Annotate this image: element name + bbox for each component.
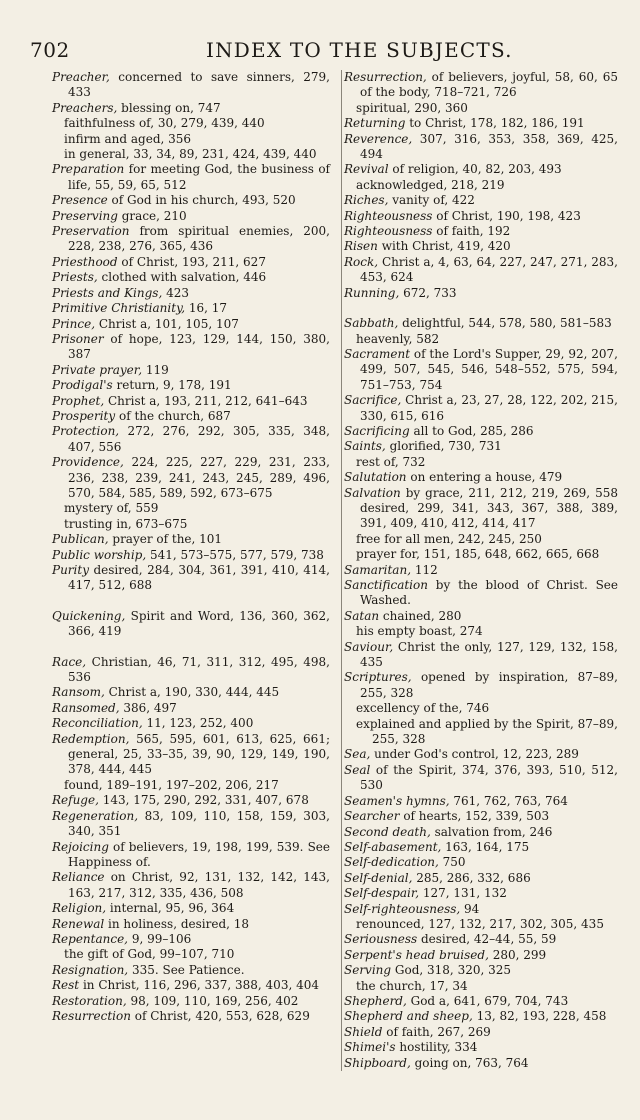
index-entry xyxy=(344,132,618,163)
index-entry xyxy=(52,101,330,116)
index-subentry xyxy=(344,701,618,716)
index-term: Searcher xyxy=(344,809,400,824)
index-entry xyxy=(52,162,330,193)
index-references: God a, 641, 679, 704, 743 xyxy=(406,993,569,1008)
index-references: for meeting God, the business of life, 55, 59, 65, 512 xyxy=(68,162,330,192)
index-entry xyxy=(52,332,330,363)
index-references: with Christ, 419, 420 xyxy=(377,239,511,254)
index-term: Sacrificing xyxy=(344,423,410,438)
index-term: Preparation xyxy=(52,162,125,177)
index-entry xyxy=(344,871,618,886)
index-term: Preservation xyxy=(52,224,130,239)
page-number: 702 xyxy=(30,38,70,62)
index-references: grace, 210 xyxy=(117,208,187,223)
index-entry xyxy=(52,840,330,871)
index-references: of religion, 40, 82, 203, 493 xyxy=(388,162,562,177)
index-entry xyxy=(344,902,618,917)
index-entry xyxy=(52,793,330,808)
index-references: on entering a house, 479 xyxy=(406,470,563,485)
index-term: Private prayer, xyxy=(52,362,143,377)
index-references: on Christ, 92, 131, 132, 142, 143, 163, 217, 312, 335, 436, 508 xyxy=(68,870,330,900)
index-references: salvation from, 246 xyxy=(430,824,553,839)
index-term: Refuge, xyxy=(52,793,99,808)
index-term: Shimei's xyxy=(344,1040,396,1055)
index-term: Shepherd, xyxy=(344,993,407,1008)
index-term: Reliance xyxy=(52,870,105,885)
index-term: Restoration, xyxy=(52,993,127,1008)
index-entry xyxy=(52,732,330,778)
index-term: Regeneration, xyxy=(52,808,139,823)
index-references: infirm and aged, 356 xyxy=(64,131,192,146)
index-entry xyxy=(344,855,618,870)
index-term: Shipboard, xyxy=(344,1055,411,1070)
index-references: in Christ, 116, 296, 337, 388, 403, 404 xyxy=(79,978,319,993)
index-term: Ransom, xyxy=(52,685,105,700)
index-term: Sea, xyxy=(344,747,371,762)
index-term: Resurrection, xyxy=(344,70,427,84)
index-entry xyxy=(344,840,618,855)
index-entry xyxy=(52,563,330,594)
index-references: in holiness, desired, 18 xyxy=(104,916,250,931)
index-entry xyxy=(52,963,330,978)
index-entry xyxy=(52,224,330,255)
index-entry xyxy=(344,70,618,101)
index-references: 13, 82, 193, 228, 458 xyxy=(472,1009,607,1024)
index-references: by grace, 211, 212, 219, 269, 558 desired, 299, 341, 343, 367, 388, 389, 391, 409, 410, 412, 414, 417 xyxy=(360,485,618,531)
index-entry xyxy=(344,470,618,485)
index-references: desired, 42–44, 55, 59 xyxy=(417,932,557,947)
index-entry xyxy=(52,193,330,208)
index-entry xyxy=(344,1056,618,1071)
section-gap xyxy=(52,594,330,609)
index-references: his empty boast, 274 xyxy=(356,624,483,639)
index-subentry xyxy=(52,132,330,147)
index-term: Reverence, xyxy=(344,131,413,146)
index-entry xyxy=(344,948,618,963)
index-entry xyxy=(344,886,618,901)
index-references: 672, 733 xyxy=(399,285,457,300)
index-references: of the Lord's Supper, 29, 92, 207, 499, 507, 545, 546, 548–552, 575, 594, 751–753, 754 xyxy=(360,346,618,392)
index-entry xyxy=(52,655,330,686)
index-entry xyxy=(52,932,330,947)
index-references: 16, 17 xyxy=(185,301,228,316)
index-term: Self-denial, xyxy=(344,870,413,885)
index-term: Sanctification xyxy=(344,578,428,592)
index-entry xyxy=(344,486,618,532)
index-term: Priesthood xyxy=(52,254,118,269)
index-entry xyxy=(52,424,330,455)
index-entry xyxy=(52,701,330,716)
index-subentry xyxy=(344,547,618,562)
index-references: under God's control, 12, 223, 289 xyxy=(370,747,579,762)
index-subentry xyxy=(52,501,330,516)
index-term: Self-despair, xyxy=(344,886,420,901)
index-references: concerned to save sinners, 279, 433 xyxy=(68,70,330,100)
index-entry xyxy=(344,393,618,424)
index-references: of Christ, 193, 211, 627 xyxy=(117,254,266,269)
index-term: Preacher, xyxy=(52,70,110,84)
index-term: Revival xyxy=(344,162,389,177)
section-gap xyxy=(344,301,618,316)
index-subentry xyxy=(344,979,618,994)
index-term: Samaritan, xyxy=(344,562,412,577)
index-entry xyxy=(344,286,618,301)
index-entry xyxy=(344,1009,618,1024)
index-term: Righteousness xyxy=(344,224,433,239)
index-term: Resignation, xyxy=(52,962,129,977)
index-entry xyxy=(52,1009,330,1024)
index-column-left xyxy=(52,70,330,1024)
index-entry xyxy=(52,978,330,993)
section-gap xyxy=(52,640,330,655)
index-term: Saviour, xyxy=(344,639,394,654)
index-term: Prisoner xyxy=(52,331,104,346)
index-entry xyxy=(344,316,618,331)
index-entry xyxy=(52,809,330,840)
index-references: 163, 164, 175 xyxy=(441,839,530,854)
index-column-right-inner xyxy=(342,70,618,1071)
index-references: of Christ, 420, 553, 628, 629 xyxy=(130,1008,310,1023)
index-term: Rock, xyxy=(344,254,379,269)
index-subentry xyxy=(344,101,618,116)
index-references: 423 xyxy=(162,285,189,300)
index-references: of the church, 687 xyxy=(115,408,231,423)
index-references: found, 189–191, 197–202, 206, 217 xyxy=(64,777,279,792)
index-entry xyxy=(344,809,618,824)
index-subentry xyxy=(344,532,618,547)
index-subentry xyxy=(344,455,618,470)
index-term: Seamen's hymns, xyxy=(344,793,450,808)
index-subentry xyxy=(344,917,618,932)
index-term: Seal xyxy=(344,762,371,777)
index-entry xyxy=(52,716,330,731)
page-header xyxy=(0,34,640,62)
index-references: 307, 316, 353, 358, 369, 425, 494 xyxy=(360,131,618,162)
index-subentry xyxy=(52,116,330,131)
index-term: Repentance, xyxy=(52,931,128,946)
index-references: delightful, 544, 578, 580, 581–583 xyxy=(398,316,612,331)
index-references: vanity of, 422 xyxy=(388,193,475,208)
index-subentry xyxy=(344,332,618,347)
index-term: Publican, xyxy=(52,532,109,547)
index-term: Riches, xyxy=(344,193,389,208)
index-term: Providence, xyxy=(52,455,124,470)
index-subentry xyxy=(52,517,330,532)
index-term: Sabbath, xyxy=(344,316,399,331)
index-references: prayer for, 151, 185, 648, 662, 665, 668 xyxy=(356,547,600,562)
index-references: return, 9, 178, 191 xyxy=(112,378,232,393)
index-term: Self-abasement, xyxy=(344,839,442,854)
index-references: from spiritual enemies, 200, 228, 238, 276, 365, 436 xyxy=(68,224,330,254)
index-entry xyxy=(344,239,618,254)
index-references: of faith, 192 xyxy=(432,224,511,239)
index-term: Protection, xyxy=(52,424,120,439)
index-entry xyxy=(52,548,330,563)
index-references: 280, 299 xyxy=(488,947,547,962)
index-references: 9, 99–106 xyxy=(128,931,192,946)
index-references: of believers, joyful, 58, 60, 65 of the body, 718–721, 726 xyxy=(360,70,618,100)
index-entry xyxy=(52,209,330,224)
index-entry xyxy=(344,209,618,224)
index-references: Christ the only, 127, 129, 132, 158, 435 xyxy=(360,639,618,670)
index-term: Rejoicing xyxy=(52,839,109,854)
index-entry xyxy=(52,994,330,1009)
index-references: hostility, 334 xyxy=(395,1040,478,1055)
index-references: 386, 497 xyxy=(119,700,177,715)
index-references: excellency of the, 746 xyxy=(356,701,490,716)
index-references: of believers, 19, 198, 199, 539. See Happiness of. xyxy=(68,839,330,869)
index-entry xyxy=(52,685,330,700)
index-entry xyxy=(344,347,618,393)
index-entry xyxy=(344,224,618,239)
running-title: INDEX TO THE SUBJECTS. xyxy=(206,38,513,62)
index-references: Christian, 46, 71, 311, 312, 495, 498, 536 xyxy=(68,654,330,685)
index-term: Priests, xyxy=(52,270,98,285)
index-references: of hope, 123, 129, 144, 150, 380, 387 xyxy=(68,331,330,362)
index-references: by the blood of Christ. See Washed. xyxy=(360,578,618,608)
index-subentry xyxy=(344,624,618,639)
index-references: 272, 276, 292, 305, 335, 348, 407, 556 xyxy=(68,424,330,454)
index-references: faithfulness of, 30, 279, 439, 440 xyxy=(64,116,265,131)
index-subentry xyxy=(52,947,330,962)
index-entry xyxy=(344,963,618,978)
index-entry xyxy=(344,193,618,208)
index-references: 335. See Patience. xyxy=(128,962,245,977)
index-entry xyxy=(344,563,618,578)
index-term: Preachers, xyxy=(52,100,118,115)
index-term: Second death, xyxy=(344,824,431,839)
index-term: Prophet, xyxy=(52,393,105,408)
index-references: 11, 123, 252, 400 xyxy=(142,716,254,731)
index-entry xyxy=(344,825,618,840)
index-references: 285, 286, 332, 686 xyxy=(412,870,531,885)
index-entry xyxy=(52,532,330,547)
index-entry xyxy=(344,162,618,177)
index-term: Shield xyxy=(344,1024,383,1039)
index-references: 143, 175, 290, 292, 331, 407, 678 xyxy=(98,793,309,808)
index-references: 541, 573–575, 577, 579, 738 xyxy=(146,547,324,562)
index-references: the gift of God, 99–107, 710 xyxy=(64,947,235,962)
index-references: Christ a, 4, 63, 64, 227, 247, 271, 283, 453, 624 xyxy=(360,254,618,285)
index-references: 98, 109, 110, 169, 256, 402 xyxy=(126,993,299,1008)
index-references: Christ a, 101, 105, 107 xyxy=(95,316,239,331)
index-references: God, 318, 320, 325 xyxy=(391,963,511,978)
index-term: Prodigal's xyxy=(52,378,113,393)
index-references: desired, 284, 304, 361, 391, 410, 414, 417, 512, 688 xyxy=(68,563,330,593)
index-term: Saints, xyxy=(344,439,386,454)
index-references: going on, 763, 764 xyxy=(410,1055,529,1070)
index-term: Reconciliation, xyxy=(52,716,143,731)
index-references: of Christ, 190, 198, 423 xyxy=(432,208,581,223)
index-term: Self-righteousness, xyxy=(344,901,461,916)
index-term: Prince, xyxy=(52,316,96,331)
index-term: Priests and Kings, xyxy=(52,285,163,300)
index-term: Primitive Christianity, xyxy=(52,301,186,316)
index-entry xyxy=(344,578,618,609)
index-term: Satan xyxy=(344,608,380,623)
index-entry xyxy=(344,932,618,947)
index-term: Quickening, xyxy=(52,608,126,623)
index-references: mystery of, 559 xyxy=(64,501,159,516)
index-entry xyxy=(52,270,330,285)
index-term: Public worship, xyxy=(52,547,147,562)
index-term: Preserving xyxy=(52,208,118,223)
index-references: 94 xyxy=(460,901,480,916)
index-references: opened by inspiration, 87–89, 255, 328 xyxy=(360,670,618,700)
index-references: trusting in, 673–675 xyxy=(64,516,188,531)
index-references: Christ a, 193, 211, 212, 641–643 xyxy=(104,393,308,408)
index-entry xyxy=(344,255,618,286)
index-entry xyxy=(344,747,618,762)
index-references: 127, 131, 132 xyxy=(419,886,507,901)
index-references: renounced, 127, 132, 217, 302, 305, 435 xyxy=(356,916,604,931)
index-references: 224, 225, 227, 229, 231, 233, 236, 238, 239, 241, 243, 245, 289, 496, 570, 584, 585, 589, 592, 673–675 xyxy=(68,455,330,500)
index-entry xyxy=(52,394,330,409)
index-term: Seriousness xyxy=(344,932,418,947)
index-entry xyxy=(344,670,618,701)
index-references: 119 xyxy=(142,362,169,377)
index-references: acknowledged, 218, 219 xyxy=(356,177,505,192)
index-term: Sacrament xyxy=(344,346,411,361)
index-references: 761, 762, 763, 764 xyxy=(449,793,568,808)
index-entry xyxy=(52,363,330,378)
index-entry xyxy=(344,994,618,1009)
index-references: Christ a, 23, 27, 28, 122, 202, 215, 330, 615, 616 xyxy=(360,393,618,423)
index-term: Religion, xyxy=(52,901,107,916)
index-entry xyxy=(52,378,330,393)
index-subentry xyxy=(52,778,330,793)
index-term: Returning xyxy=(344,116,406,131)
index-references: chained, 280 xyxy=(379,608,462,623)
index-entry xyxy=(52,286,330,301)
index-entry xyxy=(344,116,618,131)
index-entry xyxy=(52,917,330,932)
index-references: clothed with salvation, 446 xyxy=(97,270,267,285)
index-entry xyxy=(52,301,330,316)
index-term: Sacrifice, xyxy=(344,393,402,408)
index-subentry xyxy=(344,178,618,193)
index-references: glorified, 730, 731 xyxy=(385,439,502,454)
index-column-right xyxy=(341,70,618,1071)
index-references: blessing on, 747 xyxy=(117,100,221,115)
index-entry xyxy=(344,763,618,794)
index-references: heavenly, 582 xyxy=(356,331,440,346)
index-term: Risen xyxy=(344,239,378,254)
index-references: free for all men, 242, 245, 250 xyxy=(356,531,542,546)
index-references: 750 xyxy=(438,855,466,870)
index-subentry xyxy=(52,147,330,162)
index-entry xyxy=(344,1040,618,1055)
index-entry xyxy=(344,439,618,454)
index-references: explained and applied by the Spirit, 87–89, 255, 328 xyxy=(356,716,618,747)
index-term: Race, xyxy=(52,654,87,669)
index-references: spiritual, 290, 360 xyxy=(356,100,468,115)
index-references: in general, 33, 34, 89, 231, 424, 439, 440 xyxy=(64,147,317,162)
index-term: Presence xyxy=(52,193,108,208)
index-term: Renewal xyxy=(52,916,105,931)
index-entry xyxy=(52,609,330,640)
index-entry xyxy=(344,794,618,809)
index-entry xyxy=(52,317,330,332)
index-term: Scriptures, xyxy=(344,670,412,685)
index-references: the church, 17, 34 xyxy=(356,978,468,993)
index-references: of faith, 267, 269 xyxy=(382,1024,491,1039)
index-references: Spirit and Word, 136, 360, 362, 366, 419 xyxy=(68,608,330,639)
index-term: Self-dedication, xyxy=(344,855,439,870)
index-term: Ransomed, xyxy=(52,700,120,715)
index-term: Salutation xyxy=(344,470,407,485)
index-entry xyxy=(344,640,618,671)
index-references: 83, 109, 110, 158, 159, 303, 340, 351 xyxy=(68,808,330,839)
index-term: Purity xyxy=(52,563,89,577)
index-references: of hearts, 152, 339, 503 xyxy=(399,809,550,824)
index-references: 565, 595, 601, 613, 625, 661; general, 25, 33–35, 39, 90, 129, 149, 190, 378, 444, 445 xyxy=(68,731,330,777)
index-entry xyxy=(344,1025,618,1040)
index-term: Running, xyxy=(344,285,400,300)
index-term: Righteousness xyxy=(344,208,433,223)
index-term: Prosperity xyxy=(52,408,116,423)
index-references: of the Spirit, 374, 376, 393, 510, 512, 530 xyxy=(360,762,618,793)
index-references: internal, 95, 96, 364 xyxy=(106,901,235,916)
index-term: Shepherd and sheep, xyxy=(344,1009,473,1024)
index-term: Redemption, xyxy=(52,731,130,746)
index-entry xyxy=(52,409,330,424)
index-term: Serpent's head bruised, xyxy=(344,947,489,962)
index-references: to Christ, 178, 182, 186, 191 xyxy=(405,116,585,131)
index-entry xyxy=(52,455,330,501)
index-references: Christ a, 190, 330, 444, 445 xyxy=(104,685,280,700)
index-entry xyxy=(52,255,330,270)
index-entry xyxy=(344,424,618,439)
index-term: Resurrection xyxy=(52,1008,131,1023)
index-entry xyxy=(52,901,330,916)
index-references: prayer of the, 101 xyxy=(108,532,223,547)
index-subentry xyxy=(344,717,618,748)
index-term: Serving xyxy=(344,963,392,978)
index-references: all to God, 285, 286 xyxy=(409,423,534,438)
index-references: 112 xyxy=(411,562,438,577)
index-entry xyxy=(344,609,618,624)
index-term: Rest xyxy=(52,978,80,993)
index-references: rest of, 732 xyxy=(356,454,426,469)
index-entry xyxy=(52,70,330,101)
index-entry xyxy=(52,870,330,901)
index-references: of God in his church, 493, 520 xyxy=(107,193,296,208)
index-term: Salvation xyxy=(344,485,401,500)
